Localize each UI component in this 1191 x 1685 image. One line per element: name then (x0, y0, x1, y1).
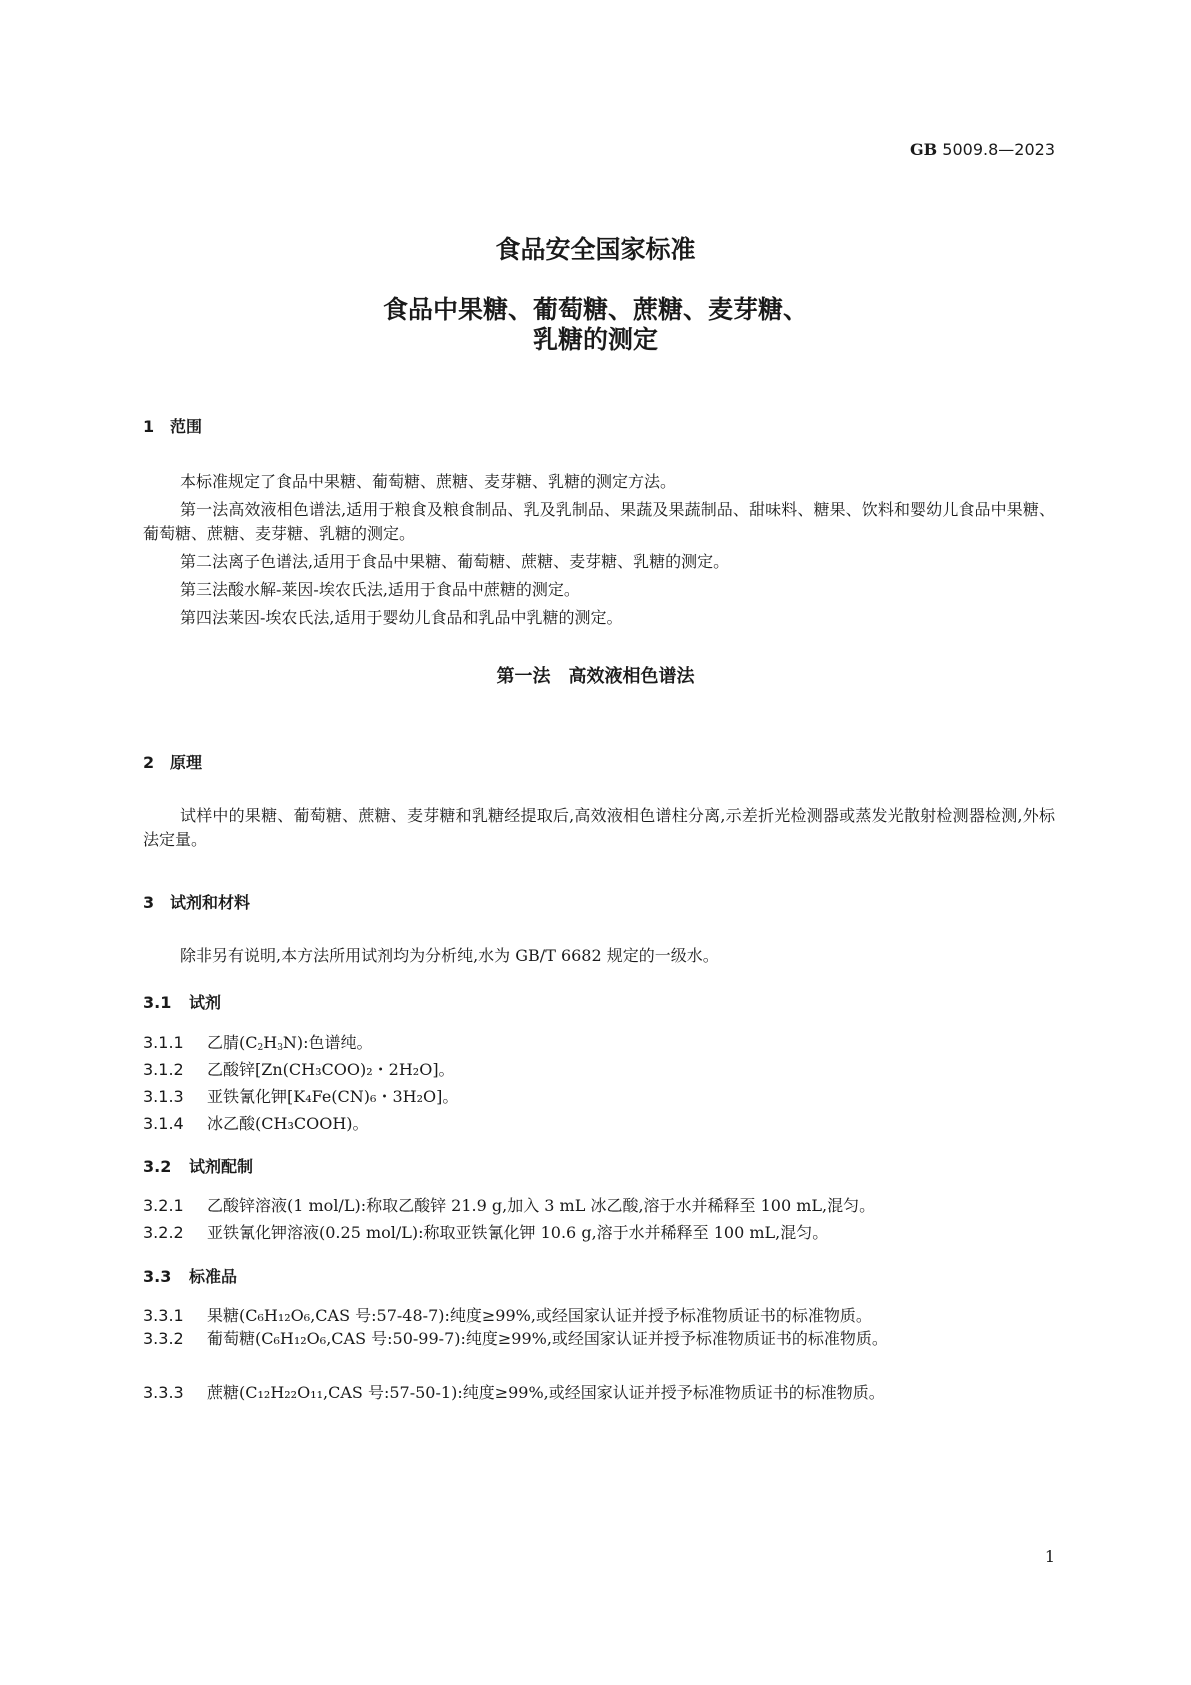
item-number: 3.1.4 (143, 1114, 184, 1133)
item-number: 3.1.1 (143, 1033, 184, 1052)
reagents-intro: 除非另有说明,本方法所用试剂均为分析纯,水为 GB/T 6682 规定的一级水。 (180, 946, 719, 965)
standard-item (143, 1327, 1055, 1351)
standard-number: 5009.8—2023 (942, 140, 1055, 159)
item-text: 果糖(C₆H₁₂O₆,CAS 号:57-48-7):纯度≥99%,或经国家认证并授予标准物质证书的标准物质。 (207, 1306, 872, 1325)
subsection-heading-reagents (143, 990, 221, 1013)
subscript: 2 (257, 1043, 264, 1053)
item-text: 乙酸锌溶液(1 mol/L):称取乙酸锌 21.9 g,加入 3 mL 冰乙酸,溶于水并稀释至 100 mL,混匀。 (207, 1196, 876, 1215)
item-text: 蔗糖(C₁₂H₂₂O₁₁,CAS 号:57-50-1):纯度≥99%,或经国家认证并授予标准物质证书的标准物质。 (207, 1383, 885, 1402)
reagent-item (143, 1030, 373, 1053)
reagent-item (143, 1111, 369, 1134)
standard-item (143, 1303, 872, 1326)
method-title: 第一法 高效液相色谱法 (496, 666, 695, 687)
item-text: 冰乙酸(CH₃COOH)。 (207, 1114, 369, 1133)
section-title: 原理 (170, 753, 203, 772)
item-text: 亚铁氰化钾溶液(0.25 mol/L):称取亚铁氰化钾 10.6 g,溶于水并稀释至 100 mL,混匀。 (207, 1223, 829, 1242)
subscript: 3 (277, 1043, 283, 1053)
item-number: 3.3.2 (143, 1329, 184, 1348)
item-number: 3.2.1 (143, 1196, 184, 1215)
subsection-heading-standards (143, 1264, 237, 1287)
item-text: 乙腈(C (207, 1033, 258, 1052)
preparation-item (143, 1220, 828, 1243)
principle-paragraph: 试样中的果糖、葡萄糖、蔗糖、麦芽糖和乳糖经提取后,高效液相色谱柱分离,示差折光检测器或蒸发光散射检测器检测,外标法定量。 (143, 806, 1055, 849)
subsection-heading-preparation (143, 1154, 253, 1177)
section-title: 范围 (170, 417, 203, 436)
item-number: 3.2.2 (143, 1223, 184, 1242)
item-text: 葡萄糖(C₆H₁₂O₆,CAS 号:50-99-7):纯度≥99%,或经国家认证并授予标准物质证书的标准物质。 (207, 1329, 888, 1348)
subsection-title: 标准品 (189, 1267, 238, 1286)
standard-item (143, 1381, 1055, 1405)
item-number: 3.1.2 (143, 1060, 184, 1079)
sub-title-line1: 食品中果糖、葡萄糖、蔗糖、麦芽糖、 (382, 295, 808, 324)
item-number: 3.1.3 (143, 1087, 184, 1106)
standard-code (910, 140, 1055, 159)
scope-paragraph-3: 第二法离子色谱法,适用于食品中果糖、葡萄糖、蔗糖、麦芽糖、乳糖的测定。 (180, 552, 730, 571)
reagent-item (143, 1057, 455, 1080)
standard-prefix: GB (910, 140, 938, 159)
subsection-title: 试剂 (189, 993, 222, 1012)
scope-paragraph-2: 第一法高效液相色谱法,适用于粮食及粮食制品、乳及乳制品、果蔬及果蔬制品、甜味料、糖果、饮料和婴幼儿食品中果糖、葡萄糖、蔗糖、麦芽糖、乳糖的测定。 (143, 500, 1055, 543)
subsection-number: 3.2 (143, 1157, 172, 1176)
page-number: 1 (1044, 1547, 1055, 1566)
subsection-number: 3.1 (143, 993, 172, 1012)
preparation-item (143, 1193, 875, 1216)
subsection-number: 3.3 (143, 1267, 172, 1286)
section-number: 3 (143, 893, 155, 912)
scope-paragraph-1: 本标准规定了食品中果糖、葡萄糖、蔗糖、麦芽糖、乳糖的测定方法。 (180, 472, 677, 491)
subsection-title: 试剂配制 (189, 1157, 254, 1176)
item-text: H (263, 1033, 278, 1052)
section-heading-scope (143, 414, 202, 437)
section-heading-principle (143, 750, 202, 773)
item-number: 3.3.1 (143, 1306, 184, 1325)
section-number: 1 (143, 417, 155, 436)
item-text: 乙酸锌[Zn(CH₃COO)₂・2H₂O]。 (207, 1060, 455, 1079)
item-text: N):色谱纯。 (282, 1033, 373, 1052)
reagent-item (143, 1084, 458, 1107)
scope-paragraph-4: 第三法酸水解-莱因-埃农氏法,适用于食品中蔗糖的测定。 (180, 580, 580, 599)
item-text: 亚铁氰化钾[K₄Fe(CN)₆・3H₂O]。 (207, 1087, 459, 1106)
main-title: 食品安全国家标准 (495, 235, 696, 264)
item-number: 3.3.3 (143, 1383, 184, 1402)
sub-title-line2: 乳糖的测定 (532, 325, 658, 354)
section-number: 2 (143, 753, 155, 772)
section-title: 试剂和材料 (170, 893, 251, 912)
scope-paragraph-5: 第四法莱因-埃农氏法,适用于婴幼儿食品和乳品中乳糖的测定。 (180, 608, 623, 627)
section-heading-reagents (143, 890, 250, 913)
